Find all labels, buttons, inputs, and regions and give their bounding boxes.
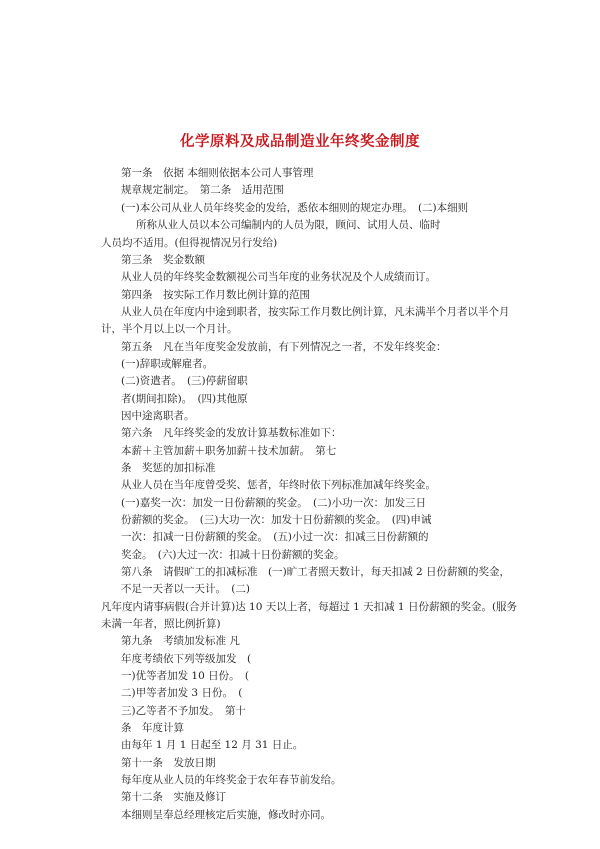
document-title: 化学原料及成品制造业年终奖金制度 [180, 134, 420, 150]
text-line: 从业人员在当年度曾受奖、惩者，年终时依下列标准加减年终奖金。 [121, 479, 436, 491]
text-line: 所称从业人员以本公司编制内的人员为限，顾问、试用人员、临时 [136, 219, 441, 231]
text-line: 每年度从业人员的年终奖金于农年春节前发给。 [121, 774, 342, 786]
text-line: 条 奖惩的加扣标准 [121, 462, 216, 474]
text-line: 第九条 考绩加发标准 凡 [121, 635, 240, 647]
text-line: (二)资遣者。 (三)停薪留职 [121, 375, 248, 387]
text-line: 从业人员的年终奖金数额视公司当年度的业务状况及个人成绩而订。 [121, 271, 436, 283]
text-line: (一)本公司从业人员年终奖金的发给，悉依本细则的规定办理。 (二)本细则 [121, 202, 469, 214]
text-line: 第六条 凡年终奖金的发放计算基数标准如下： [121, 427, 342, 439]
text-line: 第三条 奖金数额 [121, 254, 205, 266]
text-line: 从业人员在年度内中途到职者，按实际工作月数比例计算，凡未满半个月者以半个月 [121, 306, 510, 318]
text-line: 本薪＋主管加薪＋职务加薪＋技术加薪。 第七 [121, 445, 337, 457]
text-line: 不足一天者以一天计。 (二) [121, 583, 250, 595]
text-line: 第十二条 实施及修订 [121, 791, 226, 803]
text-line: 第八条 请假旷工的扣减标准 (一)旷工者照天数计，每天扣减 2 日份薪额的奖金， [121, 566, 511, 578]
text-line: 奖金。 (六)大过一次：扣减十日份薪额的奖金。 [121, 549, 345, 561]
text-line: 条 年度计算 [121, 722, 184, 734]
text-line: (一)嘉奖一次：加发一日份薪额的奖金。 (二)小功一次：加发三日 [121, 497, 427, 509]
text-line: (一)辞职或解雇者。 [121, 358, 214, 370]
text-line: 由每年 1 月 1 日起至 12 月 31 日止。 [121, 739, 304, 751]
text-line: 二)甲等者加发 3 日份。 ( [121, 687, 243, 699]
text-line: 人员均不适用。(但得视情况另行发给) [101, 237, 278, 249]
text-line: 规章规定制定。 第二条 适用范围 [121, 184, 284, 196]
text-line: 第五条 凡在当年度奖金发放前，有下列情况之一者，不发年终奖金： [121, 341, 447, 353]
text-line: 第四条 按实际工作月数比例计算的范围 [121, 289, 310, 301]
text-line: 第一条 依据 本细则依据本公司人事管理 [121, 167, 314, 179]
text-line: 一)优等者加发 10 日份。 ( [121, 670, 249, 682]
text-line: 因中途离职者。 [121, 410, 195, 422]
text-line: 份薪额的奖金。 (三)大功一次：加发十日份薪额的奖金。 (四)申诫 [121, 514, 432, 526]
text-line: 计，半个月以上以一个月计。 [101, 323, 238, 335]
text-line: 年度考绩依下列等级加发 ( [121, 653, 252, 665]
text-line: 三)乙等者不予加发。 第十 [121, 705, 246, 717]
text-line: 凡年度内请事病假(合并计算)达 10 天以上者，每超过 1 天扣减 1 日份薪额的奖金。(服务 [101, 601, 518, 613]
text-line: 第十一条 发放日期 [121, 757, 216, 769]
text-line: 本细则呈奉总经理核定后实施，修改时亦同。 [121, 809, 331, 821]
text-line: 未满一年者，照比例折算) [101, 618, 221, 630]
text-line: 者(期间扣除)。 (四)其他原 [121, 393, 248, 405]
text-line: 一次：扣减一日份薪额的奖金。 (五)小过一次：扣减三日份薪额的 [121, 531, 429, 543]
